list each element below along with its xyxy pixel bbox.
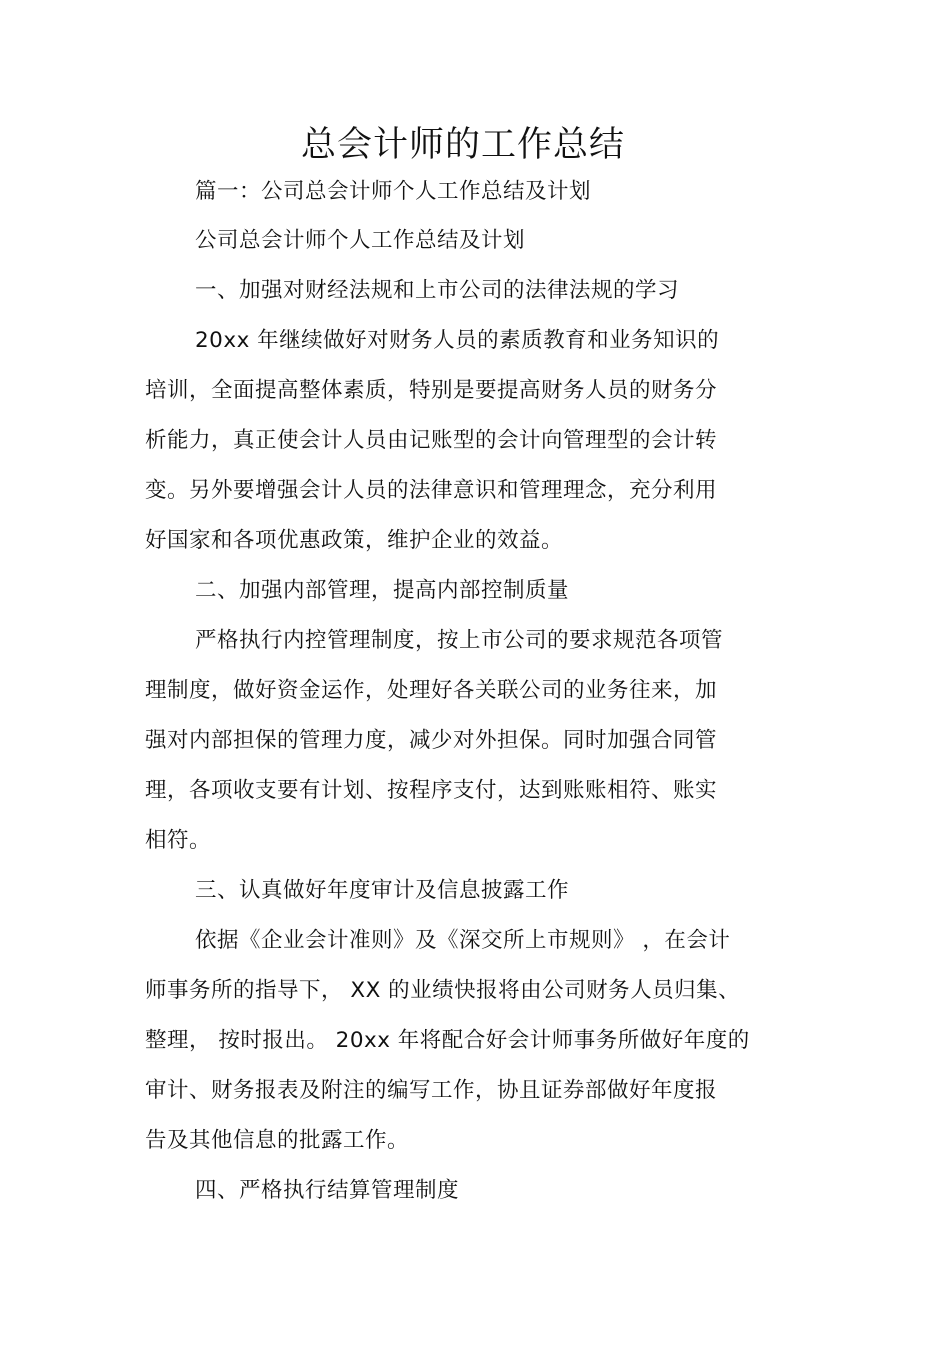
paragraph-line: 析能力，真正使会计人员由记账型的会计向管理型的会计转	[145, 428, 718, 453]
section-heading-part-one: 篇一：公司总会计师个人工作总结及计划	[195, 179, 592, 204]
paragraph-line: 好国家和各项优惠政策，维护企业的效益。	[145, 528, 564, 553]
paragraph-line: 师事务所的指导下， XX 的业绩快报将由公司财务人员归集、	[145, 978, 741, 1003]
section-heading-3: 三、认真做好年度审计及信息披露工作	[195, 878, 570, 903]
section-heading-1: 一、加强对财经法规和上市公司的法律法规的学习	[195, 278, 680, 303]
paragraph-line: 理，各项收支要有计划、按程序支付，达到账账相符、账实	[145, 778, 718, 803]
paragraph-line: 相符。	[145, 828, 212, 853]
paragraph-line: 整理， 按时报出。 20xx 年将配合好会计师事务所做好年度的	[145, 1028, 750, 1053]
paragraph-line: 20xx 年继续做好对财务人员的素质教育和业务知识的	[195, 328, 720, 353]
section-heading-4: 四、严格执行结算管理制度	[195, 1178, 460, 1203]
paragraph-line: 变。另外要增强会计人员的法律意识和管理理念，充分利用	[145, 478, 718, 503]
paragraph-line: 理制度，做好资金运作，处理好各关联公司的业务往来，加	[145, 678, 718, 703]
paragraph-line: 强对内部担保的管理力度，减少对外担保。同时加强合同管	[145, 728, 718, 753]
section-heading-2: 二、加强内部管理，提高内部控制质量	[195, 578, 570, 603]
document-title: 总会计师的工作总结	[300, 125, 625, 165]
subtitle: 公司总会计师个人工作总结及计划	[195, 228, 526, 253]
paragraph-line: 审计、财务报表及附注的编写工作，协且证券部做好年度报	[145, 1078, 718, 1103]
paragraph-line: 培训，全面提高整体素质，特别是要提高财务人员的财务分	[145, 378, 718, 403]
paragraph-line: 告及其他信息的批露工作。	[145, 1128, 410, 1153]
paragraph-line: 严格执行内控管理制度，按上市公司的要求规范各项管	[195, 628, 724, 653]
paragraph-line: 依据《企业会计准则》及《深交所上市规则》 ，在会计	[195, 928, 731, 953]
